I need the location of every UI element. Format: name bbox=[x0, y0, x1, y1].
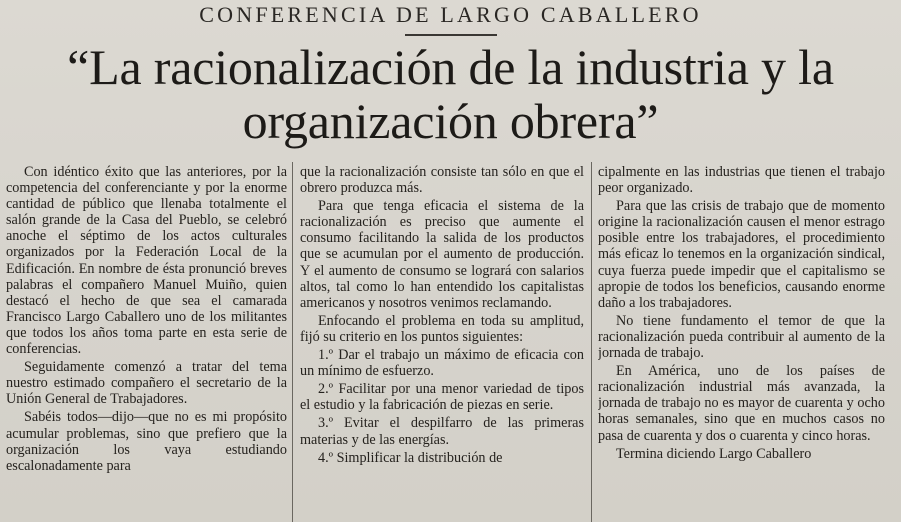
article-column-3 bbox=[598, 164, 885, 522]
kicker-underline bbox=[405, 34, 497, 36]
list-item: 3.º Evitar el despilfarro de las primeras materias y de las energías. bbox=[300, 415, 584, 448]
article-column-2 bbox=[300, 164, 584, 522]
paragraph: Para que las crisis de trabajo que de momento origine la racionalización causen el menor estrago posible entre los trabajadores, el procedimiento más eficaz lo tenemos en la organización sindical, cuya fuerza puede impedir que el capitalismo se apropie de todos los beneficios, causando enorme daño a los trabajadores. bbox=[598, 198, 885, 311]
paragraph: Termina diciendo Largo Caballero bbox=[616, 445, 812, 462]
paragraph: Con idéntico éxito que las anteriores, por la competencia del conferenciante y por la enorme cantidad de público que llenaba totalmente el salón grande de la Casa del Pueblo, se celebró anoche el séptimo de los actos culturales organizados por la Federación Local de la Edificación. En nombre de ésta pronunció breves palabras el compañero Manuel Muiño, quien destacó el hecho de que sea el camarada Francisco Largo Caballero uno de los militantes que todos los años toma parte en esta serie de conferencias. bbox=[6, 164, 287, 358]
article-column-1 bbox=[6, 164, 287, 522]
paragraph: que la racionalización consiste tan sólo en que el obrero produzca más. bbox=[300, 164, 584, 197]
list-item: 2.º Facilitar por una menor variedad de tipos el estudio y la fabricación de piezas en serie. bbox=[300, 381, 584, 414]
paragraph: En América, uno de los países de racionalización industrial más avanzada, la jornada de trabajo no es mayor de cuarenta y ocho horas semanales, sino que en muchos casos no pasa de cuarenta y dos o cuarenta y cinco horas. bbox=[598, 363, 885, 444]
paragraph: Para que tenga eficacia el sistema de la racionalización es preciso que aumente el consumo facilitando la salida de los productos que se acumulan por el aumento de producción. Y el aumento de consumo se logrará con salarios altos, tal como lo han entendido los capitalistas americanos y nosotros venimos reclamando. bbox=[300, 198, 584, 311]
list-item: 1.º Dar el trabajo un máximo de eficacia con un mínimo de esfuerzo. bbox=[300, 347, 584, 380]
headline-line-1: “La racionalización de la industria y la bbox=[67, 39, 834, 95]
section-kicker: CONFERENCIA DE LARGO CABALLERO bbox=[199, 2, 702, 27]
column-divider-2 bbox=[591, 162, 592, 522]
paragraph: Enfocando el problema en toda su amplitud, fijó su criterio en los puntos siguientes: bbox=[300, 312, 584, 345]
paragraph: Seguidamente comenzó a tratar del tema nuestro estimado compañero el secretario de la Unión General de Trabajadores. bbox=[6, 359, 287, 408]
headline-line-2: organización obrera” bbox=[242, 93, 659, 149]
column-divider-1 bbox=[292, 162, 293, 522]
paragraph: No tiene fundamento el temor de que la racionalización pueda contribuir al aumento de la jornada de trabajo. bbox=[598, 312, 885, 362]
list-item: 4.º Simplificar la distribución de bbox=[318, 449, 503, 466]
paragraph: Sabéis todos—dijo—que no es mi propósito acumular problemas, sino que prefiero que la organización los vaya estudiando escalonadamente para bbox=[6, 409, 287, 474]
article-headline bbox=[0, 40, 901, 148]
paragraph: cipalmente en las industrias que tienen el trabajo peor organizado. bbox=[598, 164, 885, 197]
